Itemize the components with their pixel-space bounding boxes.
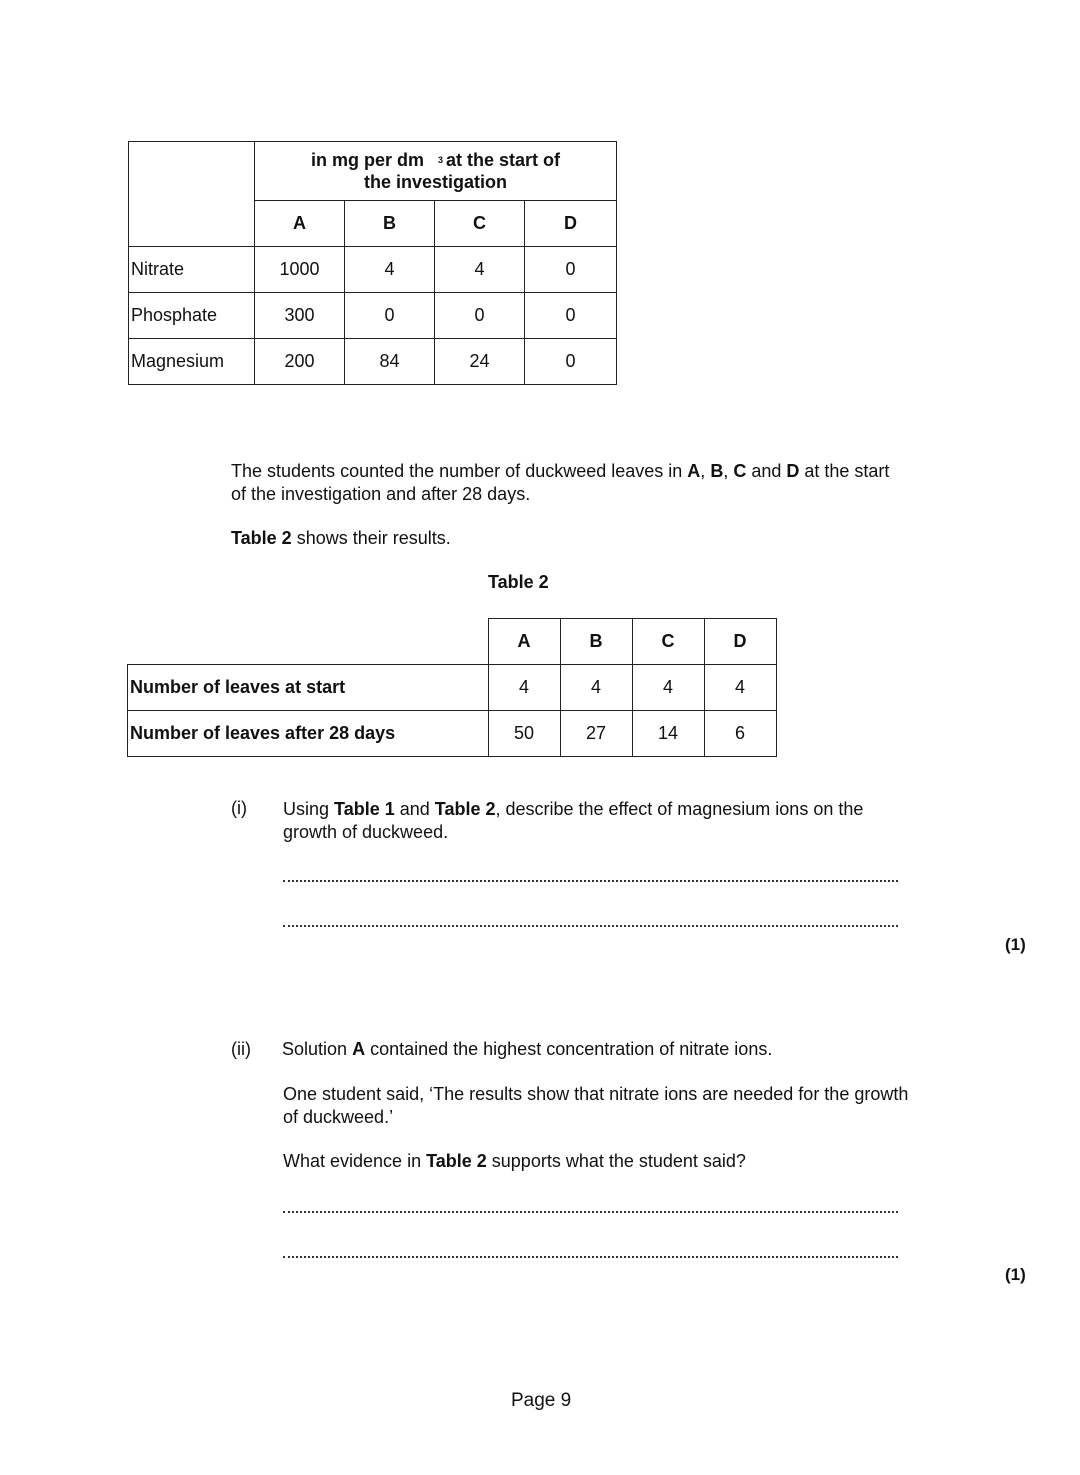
- table-cell: 1000: [255, 247, 345, 293]
- table-cell: 200: [255, 339, 345, 385]
- intro-text: ,: [723, 461, 734, 481]
- q1-bold-table-1: Table 1: [334, 799, 395, 819]
- header-text-line2: the investigation: [363, 172, 507, 192]
- header-superscript: 3: [437, 155, 443, 165]
- table-2-caption: Table 2: [488, 572, 549, 592]
- answer-line[interactable]: [283, 880, 898, 882]
- table-row: [129, 293, 617, 339]
- table-2-ref-text: shows their results.: [291, 528, 451, 548]
- q1-bold-table-2: Table 2: [434, 799, 496, 819]
- row-label: Magnesium: [129, 339, 255, 385]
- table-1-header: [255, 142, 617, 201]
- column-header: D: [704, 619, 776, 665]
- q2-quote-line-1: One student said, ‘The results show that nitrate ions are needed for the growth: [283, 1084, 909, 1104]
- mark-allocation: (1): [1005, 1265, 1026, 1284]
- mark-allocation: (1): [1005, 935, 1026, 954]
- row-label: Number of leaves at start: [128, 665, 489, 711]
- q1-text: and: [394, 799, 435, 819]
- question-ii-number: (ii): [231, 1039, 251, 1059]
- intro-bold-b: B: [710, 461, 724, 481]
- table-1: [128, 141, 617, 385]
- table-cell: 4: [345, 247, 435, 293]
- table-cell: 14: [632, 711, 704, 757]
- table-2-ref-bold: Table 2: [231, 528, 292, 548]
- table-row: [129, 247, 617, 293]
- question-ii-prompt: [283, 1151, 746, 1172]
- q1-line-2: growth of duckweed.: [283, 822, 449, 842]
- table-cell: 24: [435, 339, 525, 385]
- answer-line[interactable]: [283, 1211, 898, 1213]
- table-cell: 0: [435, 293, 525, 339]
- intro-text: The students counted the number of duckweed leaves in: [231, 461, 688, 481]
- q2-quote-line-2: of duckweed.’: [283, 1107, 394, 1127]
- table-cell: 4: [632, 665, 704, 711]
- table-2: [127, 618, 777, 757]
- column-header: A: [255, 201, 345, 247]
- header-text: in mg per dm: [310, 150, 424, 170]
- table-row: [128, 665, 777, 711]
- intro-text: ,: [700, 461, 711, 481]
- table-cell: 4: [560, 665, 632, 711]
- table-cell: 27: [560, 711, 632, 757]
- question-i-text: [283, 798, 983, 844]
- table-cell: 4: [704, 665, 776, 711]
- intro-text: at the start: [799, 461, 890, 481]
- column-header: B: [560, 619, 632, 665]
- table-2-corner: [128, 619, 489, 665]
- row-label: Number of leaves after 28 days: [128, 711, 489, 757]
- column-header: D: [525, 201, 617, 247]
- column-header: A: [488, 619, 560, 665]
- table-cell: 50: [488, 711, 560, 757]
- page-number: Page 9: [511, 1390, 572, 1411]
- answer-line[interactable]: [283, 1256, 898, 1258]
- table-cell: 4: [435, 247, 525, 293]
- table-2-reference: [231, 528, 451, 549]
- table-cell: 6: [704, 711, 776, 757]
- table-cell: 84: [345, 339, 435, 385]
- table-row: [128, 711, 777, 757]
- intro-text: and: [746, 461, 787, 481]
- table-1-corner: [129, 142, 255, 247]
- column-header: B: [345, 201, 435, 247]
- table-cell: 300: [255, 293, 345, 339]
- table-row: [129, 339, 617, 385]
- q1-text: Using: [283, 799, 335, 819]
- header-text-b: at the start of: [446, 150, 561, 170]
- intro-bold-c: C: [733, 461, 747, 481]
- intro-bold-d: D: [786, 461, 800, 481]
- table-cell: 0: [525, 293, 617, 339]
- table-cell: 0: [525, 247, 617, 293]
- table-cell: 4: [488, 665, 560, 711]
- question-i-number: (i): [231, 798, 247, 818]
- question-ii-line-1: [282, 1039, 772, 1060]
- row-label: Nitrate: [129, 247, 255, 293]
- intro-paragraph: [231, 460, 1011, 506]
- table-cell: 0: [345, 293, 435, 339]
- intro-bold-a: A: [687, 461, 701, 481]
- q2-text: What evidence in: [283, 1151, 427, 1171]
- answer-line[interactable]: [283, 925, 898, 927]
- q2-bold-a: A: [352, 1039, 366, 1059]
- q2-text: supports what the student said?: [486, 1151, 746, 1171]
- table-cell: 0: [525, 339, 617, 385]
- intro-line-2: of the investigation and after 28 days.: [231, 484, 531, 504]
- column-header: C: [435, 201, 525, 247]
- question-ii-quote: [283, 1083, 1043, 1129]
- column-header: C: [632, 619, 704, 665]
- q2-text: contained the highest concentration of nitrate ions.: [365, 1039, 773, 1059]
- q2-bold-table-2: Table 2: [426, 1151, 487, 1171]
- q1-text: , describe the effect of magnesium ions on the: [495, 799, 864, 819]
- q2-text: Solution: [282, 1039, 353, 1059]
- row-label: Phosphate: [129, 293, 255, 339]
